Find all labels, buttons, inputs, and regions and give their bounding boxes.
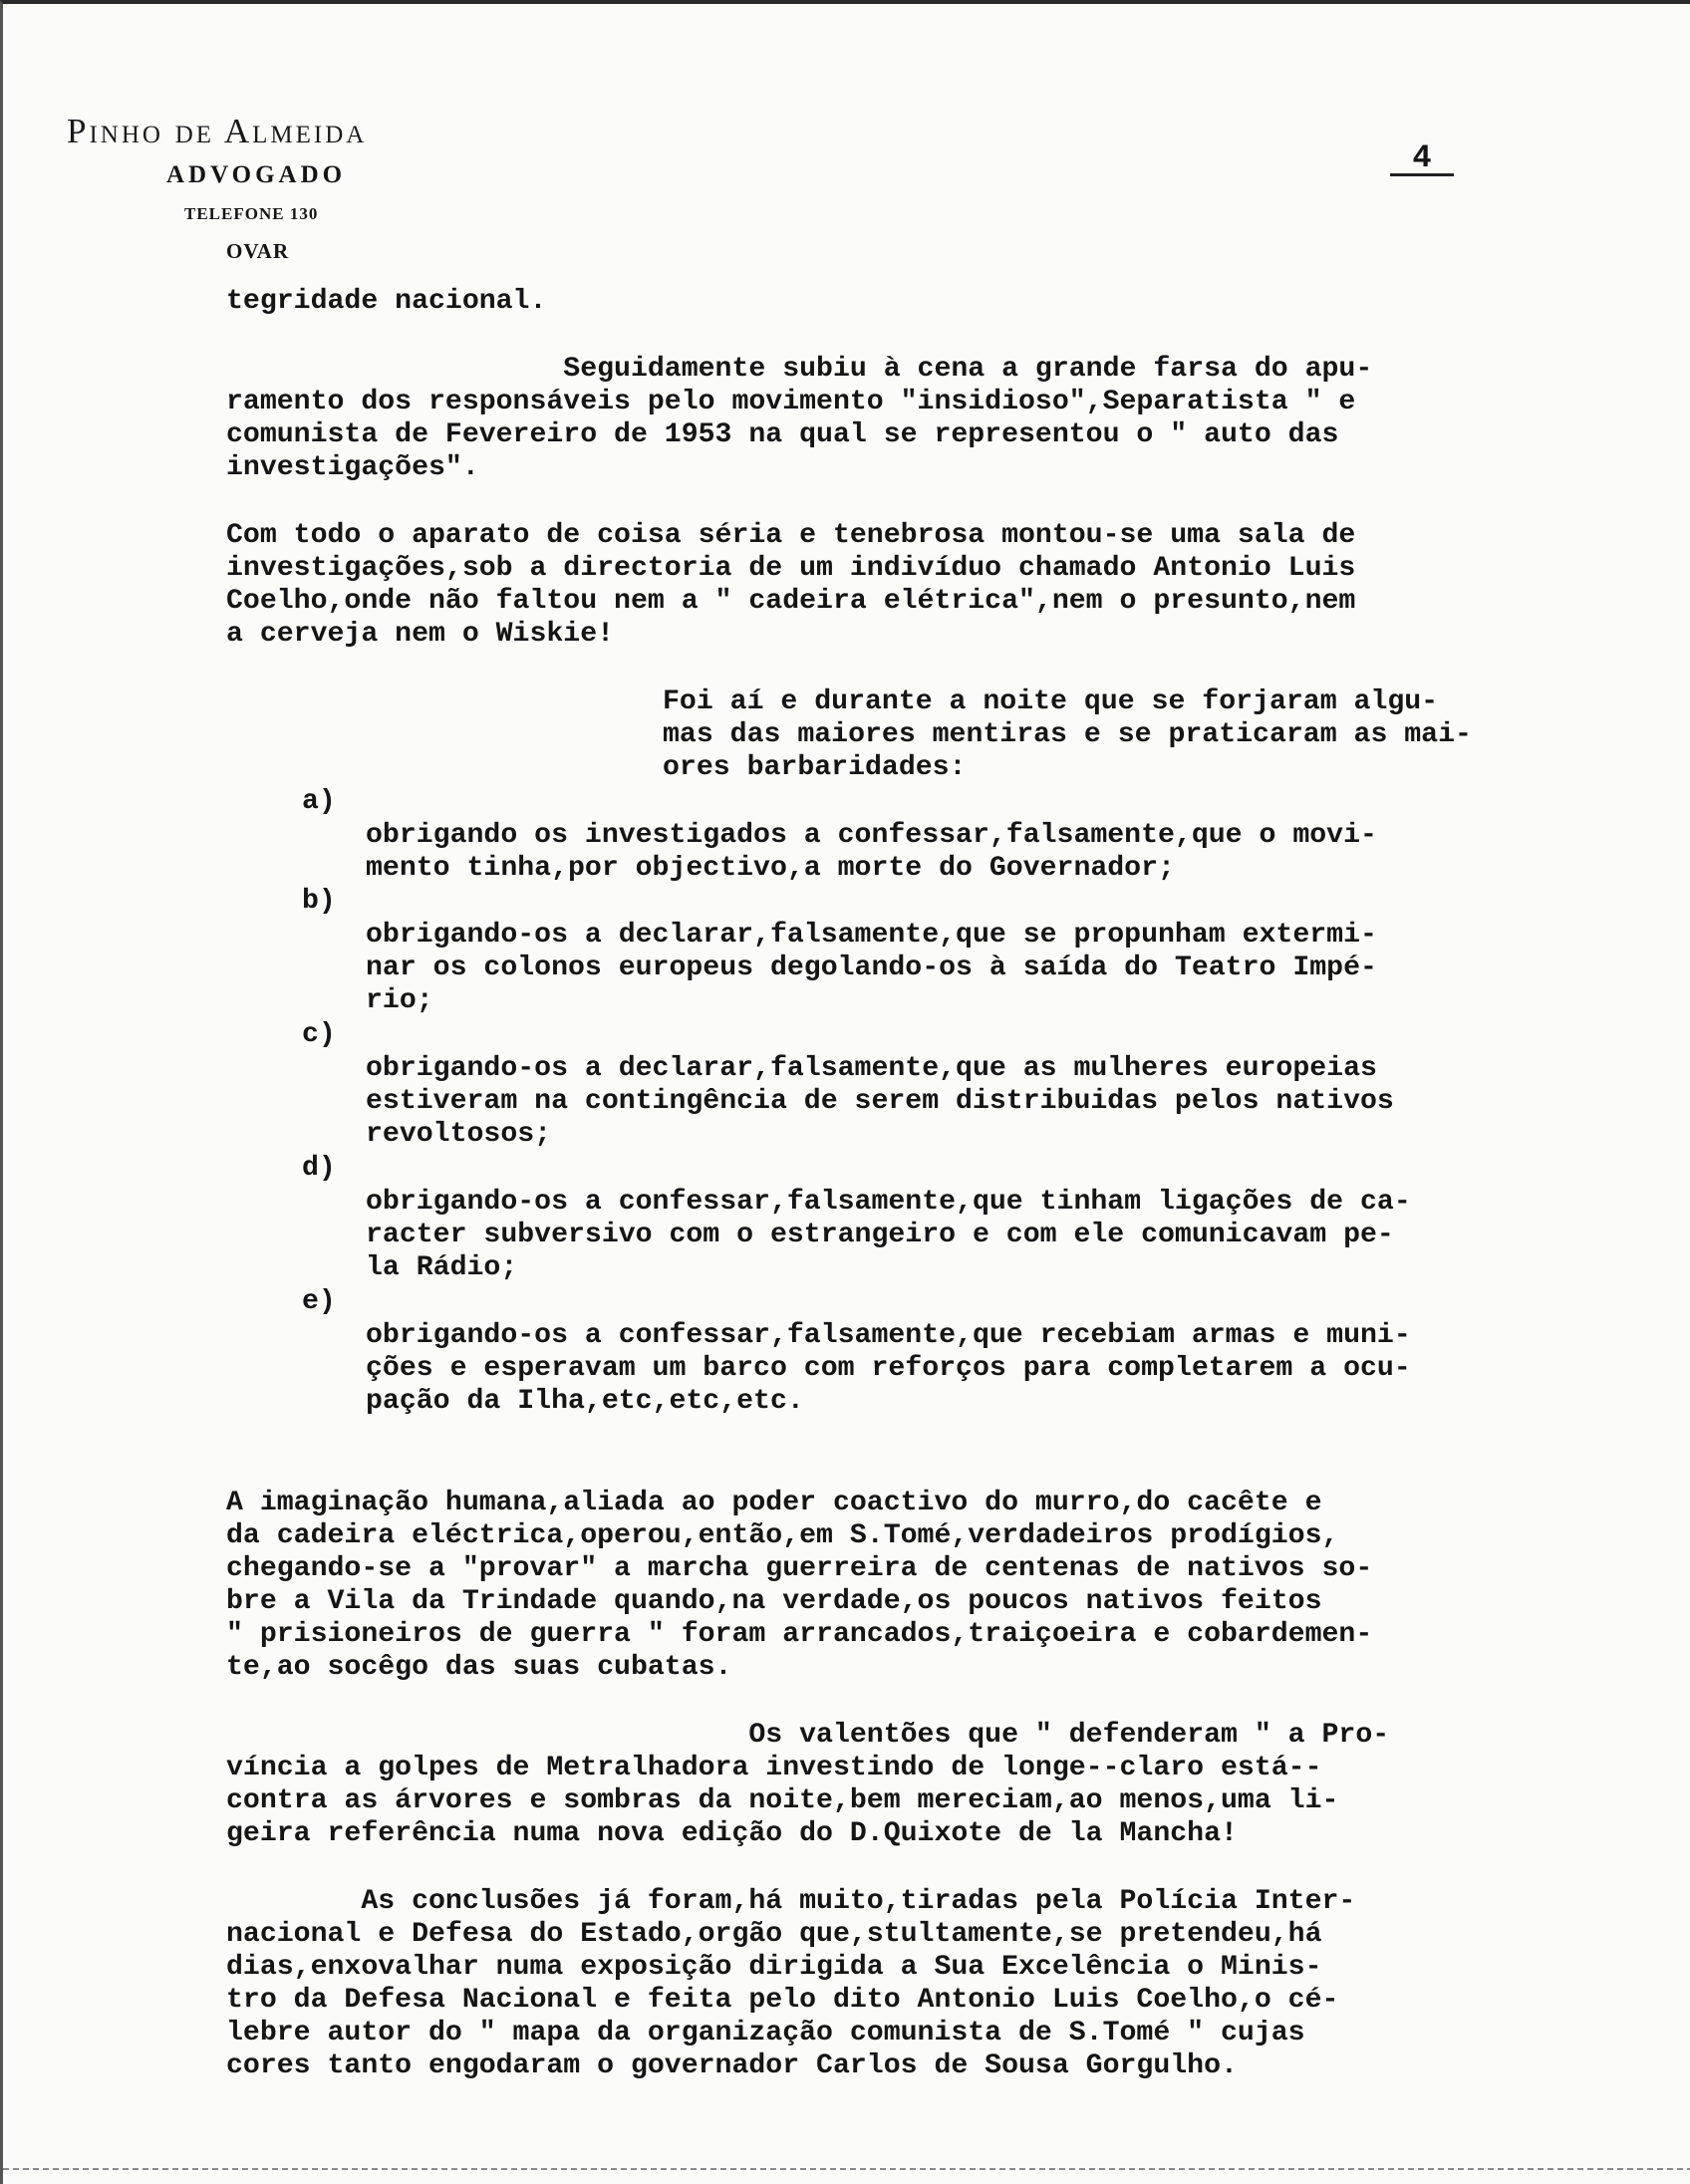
list-item-label: e) — [302, 1286, 336, 1317]
list-item-text: obrigando-os a declarar,falsamente,que se propunham extermi- nar os colonos europeus degolando-os à saída do Teatro Impé- rio; — [366, 920, 1377, 1016]
paragraph-lies: Foi aí e durante a noite que se forjaram algu- mas das maiores mentiras e se praticaram as mai- ores barbaridades: — [663, 686, 1472, 783]
list-item-text: obrigando-os a confessar,falsamente,que recebiam armas e muni- ções e esperavam um barco com reforços para completarem a ocu- pação da Ilha,etc,etc,etc. — [366, 1320, 1411, 1417]
list-item-label: c) — [302, 1019, 336, 1050]
paragraph-imagination: A imaginação humana,aliada ao poder coactivo do murro,do cacête e da cadeira eléctrica,operou,então,em S.Tomé,verdadeiros prodígios, chegando-se a "provar" a marcha guerreira de centenas de nativos so- bre a Vila da Trindade quando,na verdade,os poucos nativos feitos " prisioneiros de guerra " foram arrancados,traiçoeira e cobardemen- te,ao socêgo das suas cubatas. — [226, 1488, 1373, 1683]
list-item-label: d) — [302, 1153, 336, 1184]
paragraph-valiants: Os valentões que " defenderam " a Pro- víncia a golpes de Metralhadora investindo de longe--claro está-- contra as árvores e sombras da noite,bem mereciam,ao menos,uma li- geira referência numa nova edição do D.Quixote de la Mancha! — [226, 1720, 1390, 1849]
paragraph-conclusions: As conclusões já foram,há muito,tiradas pela Polícia Inter- nacional e Defesa do Estado,orgão que,stultamente,se pretendeu,há dias,enxovalhar numa exposição dirigida a Sua Excelência o Minis- tro da Defesa Nacional e feita pelo dito Antonio Luis Coelho,o cé- lebre autor do " mapa da organização comunista de S.Tomé " cujas cores tanto engodaram o governador Carlos de Sousa Gorgulho. — [226, 1886, 1356, 2081]
letterhead-phone: TELEFONE 130 — [184, 204, 319, 223]
letterhead-title: ADVOGADO — [166, 161, 347, 188]
list-item-text: obrigando os investigados a confessar,falsamente,que o movi- mento tinha,por objectivo,a morte do Governador; — [366, 820, 1377, 884]
letterhead-name: Pinho de Almeida — [67, 112, 368, 150]
list-item-label: b) — [302, 886, 336, 917]
list-item-text: obrigando-os a declarar,falsamente,que as mulheres europeias estiveram na contingência de serem distribuidas pelos nativos revoltosos; — [366, 1053, 1394, 1150]
letterhead-city: OVAR — [226, 239, 290, 263]
paragraph-farce: Seguidamente subiu à cena a grande farsa do apu- ramento dos responsáveis pelo movimento "insidioso",Separatista " e comunista de Fevereiro de 1953 na qual se representou o " auto das investigações". — [226, 354, 1373, 483]
paragraph-opening: tegridade nacional. — [226, 286, 547, 317]
list-item-text: obrigando-os a confessar,falsamente,que tinham ligações de ca- racter subversivo com o estrangeiro e com ele comunicavam pe- la Rádio; — [366, 1187, 1411, 1283]
list-item-label: a) — [302, 786, 336, 817]
bottom-rule — [3, 2168, 1690, 2170]
page-number: 4 — [1390, 143, 1454, 176]
paragraph-investigation-room: Com todo o aparato de coisa séria e tenebrosa montou-se uma sala de investigações,sob a directoria de um indivíduo chamado Antonio Luis Coelho,onde não faltou nem a " cadeira elétrica",nem o presunto,nem a cerveja nem o Wiskie! — [226, 520, 1356, 650]
